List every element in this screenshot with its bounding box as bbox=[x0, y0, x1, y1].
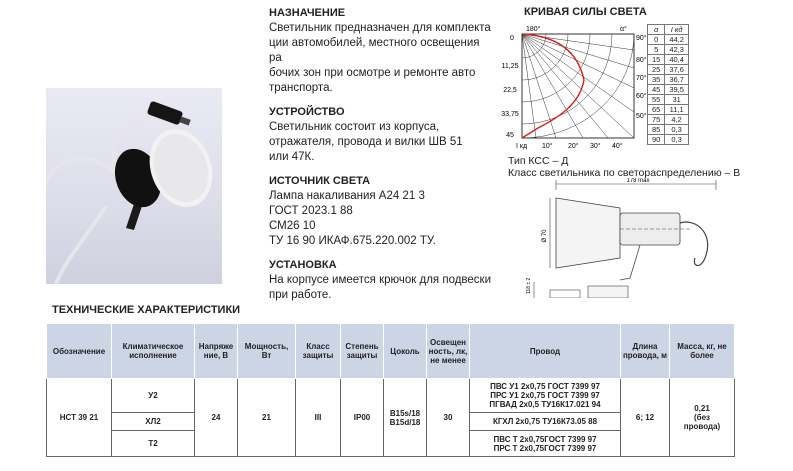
description-block bbox=[269, 6, 494, 312]
wire-hl2-cell: КГХЛ 2х0,75 ТУ16К73.05 88 bbox=[470, 413, 621, 431]
purpose-heading: НАЗНАЧЕНИЕ bbox=[269, 7, 346, 19]
angle-cell: 25 bbox=[648, 65, 665, 75]
climate-hl2: ХЛ2 bbox=[112, 413, 195, 431]
left-label: 11,25 bbox=[501, 63, 519, 70]
width-dimension: 178 max bbox=[626, 178, 650, 184]
luminaire-class: Класс светильника по светораспределению – В bbox=[508, 167, 741, 179]
intensity-cell: 4,2 bbox=[665, 115, 689, 125]
bottom-label: 10° bbox=[542, 143, 553, 150]
right-label: 50° bbox=[636, 113, 647, 120]
device-text: Светильник состоит из корпуса, отражателя, провода и вилки ШВ 51 или 47К. bbox=[269, 121, 463, 163]
bottom-label: 20° bbox=[568, 143, 579, 150]
intensity-cell: 42,3 bbox=[665, 45, 689, 55]
angle-cell: 0 bbox=[648, 35, 665, 45]
col-socket: Цоколь bbox=[384, 324, 427, 379]
angle-cell: 75 bbox=[648, 115, 665, 125]
table-header-intensity: I кд bbox=[665, 25, 689, 35]
intensity-cell: 11,1 bbox=[665, 105, 689, 115]
device-heading: УСТРОЙСТВО bbox=[269, 106, 345, 118]
angle-cell: 35 bbox=[648, 75, 665, 85]
designation-cell: НСТ 39 21 bbox=[47, 379, 112, 457]
power-cell: 21 bbox=[238, 379, 296, 457]
curve-type: Тип КСС – Д bbox=[508, 155, 569, 167]
mount-heading: УСТАНОВКА bbox=[269, 259, 337, 271]
angle-cell: 5 bbox=[648, 45, 665, 55]
socket-cell: B15s/18 B15d/18 bbox=[384, 379, 427, 457]
source-text: Лампа накаливания А24 21 3 ГОСТ 2023.1 88 СМ26 10 ТУ 16 90 ИКАФ.675.220.002 ТУ. bbox=[269, 190, 436, 247]
right-label: 90° bbox=[636, 35, 647, 42]
diameter-dimension: Ø 70 bbox=[542, 229, 548, 243]
purpose-text: Светильник предназначен для комплекта ции автомобилей, местного освещения ра бочих зон при осмотре и ремонте авто транспорта. bbox=[269, 22, 491, 94]
left-label: 0 bbox=[510, 35, 514, 42]
col-mass: Масса, кг, не более bbox=[670, 324, 735, 379]
climate-u2: У2 bbox=[112, 379, 195, 413]
intensity-table bbox=[647, 24, 689, 145]
intensity-cell: 0,3 bbox=[665, 135, 689, 145]
angle-cell: 15 bbox=[648, 55, 665, 65]
mount-text: На корпусе имеется крючок для подвески при работе. bbox=[269, 274, 492, 301]
right-label: 80° bbox=[636, 57, 647, 64]
protection-degree-cell: IP00 bbox=[341, 379, 384, 457]
left-label: 22,5 bbox=[503, 87, 517, 94]
left-label: 33,75 bbox=[501, 111, 519, 118]
label-180: 180° bbox=[526, 26, 541, 33]
protection-class-cell: III bbox=[296, 379, 341, 457]
intensity-row bbox=[648, 95, 689, 105]
intensity-cell: 37,6 bbox=[665, 65, 689, 75]
intensity-row bbox=[648, 105, 689, 115]
col-power: Мощность, Вт bbox=[238, 324, 296, 379]
bottom-label: I кд bbox=[516, 143, 528, 150]
bottom-label: 30° bbox=[590, 143, 601, 150]
length-cell: 6; 12 bbox=[621, 379, 670, 457]
col-protection-degree: Степень защиты bbox=[341, 324, 384, 379]
col-protection-class: Класс защиты bbox=[296, 324, 341, 379]
polar-curve-diagram bbox=[498, 22, 648, 152]
col-designation: Обозначение bbox=[47, 324, 112, 379]
intensity-row bbox=[648, 35, 689, 45]
mass-cell: 0,21 (без провода) bbox=[670, 379, 735, 457]
wire-u2-cell: ПВС У1 2х0,75 ГОСТ 7399 97 ПРС У1 2х0,75 ГОСТ 7399 97 ПГВАД 2х0,5 ТУ16К17.021 94 bbox=[470, 379, 621, 413]
angle-cell: 55 bbox=[648, 95, 665, 105]
col-illuminance: Освещен ность, лк, не менее bbox=[427, 324, 470, 379]
col-voltage: Напряже ние, В bbox=[195, 324, 238, 379]
voltage-cell: 24 bbox=[195, 379, 238, 457]
intensity-cell: 39,5 bbox=[665, 85, 689, 95]
technical-drawing bbox=[520, 178, 720, 298]
climate-t2: Т2 bbox=[112, 431, 195, 457]
intensity-row bbox=[648, 125, 689, 135]
curve-title: КРИВАЯ СИЛЫ СВЕТА bbox=[524, 6, 647, 18]
height-dimension: 118 ± 2 bbox=[526, 277, 532, 294]
intensity-cell: 44,2 bbox=[665, 35, 689, 45]
specs-table bbox=[46, 323, 735, 457]
tech-title: ТЕХНИЧЕСКИЕ ХАРАКТЕРИСТИКИ bbox=[52, 304, 241, 316]
bottom-label: 40° bbox=[612, 143, 623, 150]
intensity-cell: 36,7 bbox=[665, 75, 689, 85]
intensity-row bbox=[648, 135, 689, 145]
lamp-illustration bbox=[46, 88, 222, 284]
col-wire: Провод bbox=[470, 324, 621, 379]
angle-cell: 90 bbox=[648, 135, 665, 145]
intensity-row bbox=[648, 65, 689, 75]
intensity-row bbox=[648, 75, 689, 85]
intensity-row bbox=[648, 45, 689, 55]
angle-cell: 85 bbox=[648, 125, 665, 135]
intensity-cell: 31 bbox=[665, 95, 689, 105]
intensity-row bbox=[648, 85, 689, 95]
col-length: Длина провода, м bbox=[621, 324, 670, 379]
col-climate: Климатическое исполнение bbox=[112, 324, 195, 379]
table-header-alpha: α bbox=[648, 25, 665, 35]
angle-cell: 45 bbox=[648, 85, 665, 95]
intensity-cell: 0,3 bbox=[665, 125, 689, 135]
label-alpha: α° bbox=[620, 26, 627, 33]
right-label: 70° bbox=[636, 75, 647, 82]
left-label: 45 bbox=[506, 132, 514, 139]
intensity-cell: 40,4 bbox=[665, 55, 689, 65]
angle-cell: 65 bbox=[648, 105, 665, 115]
wire-t2-cell: ПВС Т 2х0,75ГОСТ 7399 97 ПРС Т 2х0,75ГОСТ 7399 97 bbox=[470, 431, 621, 457]
product-photo bbox=[46, 88, 222, 284]
intensity-row bbox=[648, 115, 689, 125]
intensity-row bbox=[648, 55, 689, 65]
source-heading: ИСТОЧНИК СВЕТА bbox=[269, 175, 371, 187]
illuminance-cell: 30 bbox=[427, 379, 470, 457]
right-label: 60° bbox=[636, 93, 647, 100]
